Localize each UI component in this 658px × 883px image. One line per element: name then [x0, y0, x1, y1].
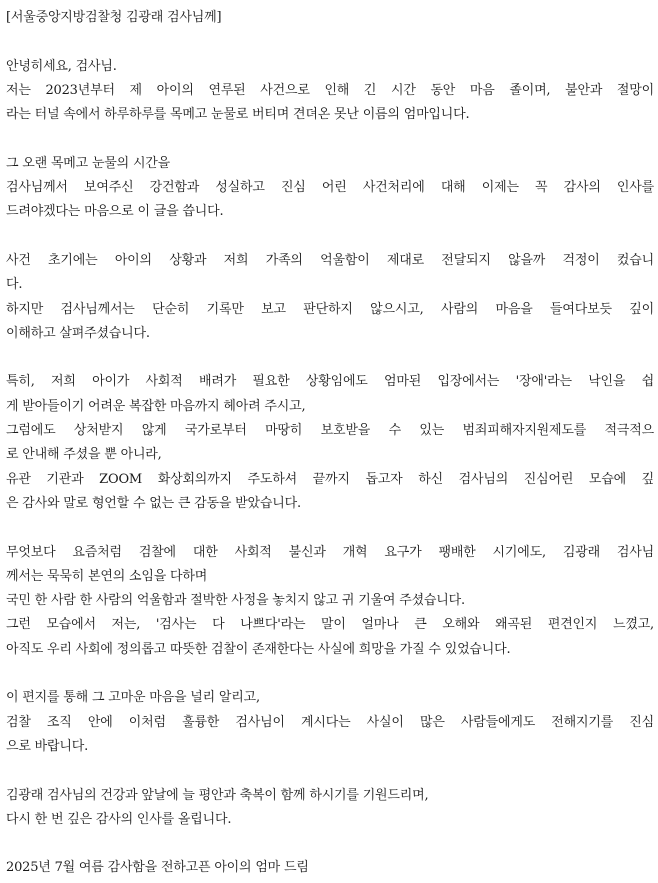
paragraph-line: 이해하고 살펴주셨습니다. — [6, 325, 150, 341]
spacer — [6, 30, 654, 54]
spacer — [6, 346, 654, 370]
spacer — [6, 662, 654, 686]
paragraph-line: 그런 모습에서 저는, '검사는 다 나쁘다'라는 말이 얼마나 큰 오해와 왜곡된 편견인지 느꼈고, — [6, 617, 654, 633]
paragraph-line: 유관 기관과 ZOOM 화상회의까지 주도하셔 끝까지 돕고자 하신 검사님의 진심어린 모습에 깊 — [6, 471, 654, 487]
paragraph-line: 검찰 조직 안에 이처럼 훌륭한 검사님이 계시다는 사실이 많은 사람들에게도 전해지기를 진심 — [6, 714, 654, 730]
letter-greeting: 안녕히세요, 검사님. — [6, 58, 117, 74]
spacer — [6, 516, 654, 540]
paragraph-line: 은 감사와 말로 형언할 수 없는 큰 감동을 받았습니다. — [6, 495, 301, 511]
paragraph-line: 아직도 우리 사회에 정의롭고 따뜻한 검찰이 존재한다는 사실에 희망을 가질 수 있었습니다. — [6, 641, 511, 657]
paragraph-line: 하지만 검사님께서는 단순히 기록만 보고 판단하지 않으시고, 사람의 마음을 들여다보듯 깊이 — [6, 301, 654, 317]
paragraph-line: 김광래 검사님의 건강과 앞날에 늘 평안과 축복이 함께 하시기를 기원드리며, — [6, 787, 429, 803]
spacer — [6, 759, 654, 783]
paragraph-line: 그 오랜 목메고 눈물의 시간을 — [6, 155, 171, 171]
paragraph-line: 무엇보다 요즘처럼 검찰에 대한 사회적 불신과 개혁 요구가 팽배한 시기에도, 김광래 검사님 — [6, 544, 654, 560]
letter-addressee: [서울중앙지방검찰청 김광래 검사님께] — [6, 10, 222, 25]
paragraph-line: 사건 초기에는 아이의 상황과 저희 가족의 억울함이 제대로 전달되지 않을까 걱정이 컸습니 — [6, 252, 654, 268]
paragraph-line: 게 받아들이기 어려운 복잡한 마음까지 헤아려 주시고, — [6, 398, 306, 414]
paragraph-line: 저는 2023년부터 제 아이의 연루된 사건으로 인해 긴 시간 동안 마음 졸이며, 불안과 절망이 — [6, 82, 654, 98]
paragraph-line: 다. — [6, 277, 23, 293]
paragraph-line: 라는 터널 속에서 하루하루를 목메고 눈물로 버티며 견뎌온 못난 이름의 엄마입니다. — [6, 107, 470, 123]
letter-body — [6, 6, 654, 881]
paragraph-line: 다시 한 번 깊은 감사의 인사를 올립니다. — [6, 811, 232, 827]
paragraph-line: 드려야겠다는 마음으로 이 글을 씁니다. — [6, 204, 224, 220]
letter-signature: 2025년 7월 여름 감사함을 전하고픈 아이의 엄마 드림 — [6, 860, 309, 876]
paragraph-line: 으로 바랍니다. — [6, 738, 89, 754]
paragraph-line: 이 편지를 통해 그 고마운 마음을 널리 알리고, — [6, 690, 260, 706]
paragraph-line: 특히, 저희 아이가 사회적 배려가 필요한 상황임에도 엄마된 입장에서는 '장애'라는 낙인을 쉽 — [6, 374, 654, 390]
paragraph-line: 로 안내해 주셨을 뿐 아니라, — [6, 447, 162, 463]
paragraph-line: 께서는 묵묵히 본연의 소임을 다하며 — [6, 568, 208, 584]
paragraph-line: 국민 한 사람 한 사람의 억울함과 절박한 사정을 놓치지 않고 귀 기울여 주셨습니다. — [6, 593, 465, 609]
paragraph-line: 그럼에도 상처받지 않게 국가로부터 마땅히 보호받을 수 있는 범죄피해자지원제도를 적극적으 — [6, 423, 654, 439]
paragraph-line: 검사님께서 보여주신 강건함과 성실하고 진심 어린 사건처리에 대해 이제는 꼭 감사의 인사를 — [6, 180, 654, 196]
spacer — [6, 225, 654, 249]
spacer — [6, 127, 654, 151]
spacer — [6, 832, 654, 856]
